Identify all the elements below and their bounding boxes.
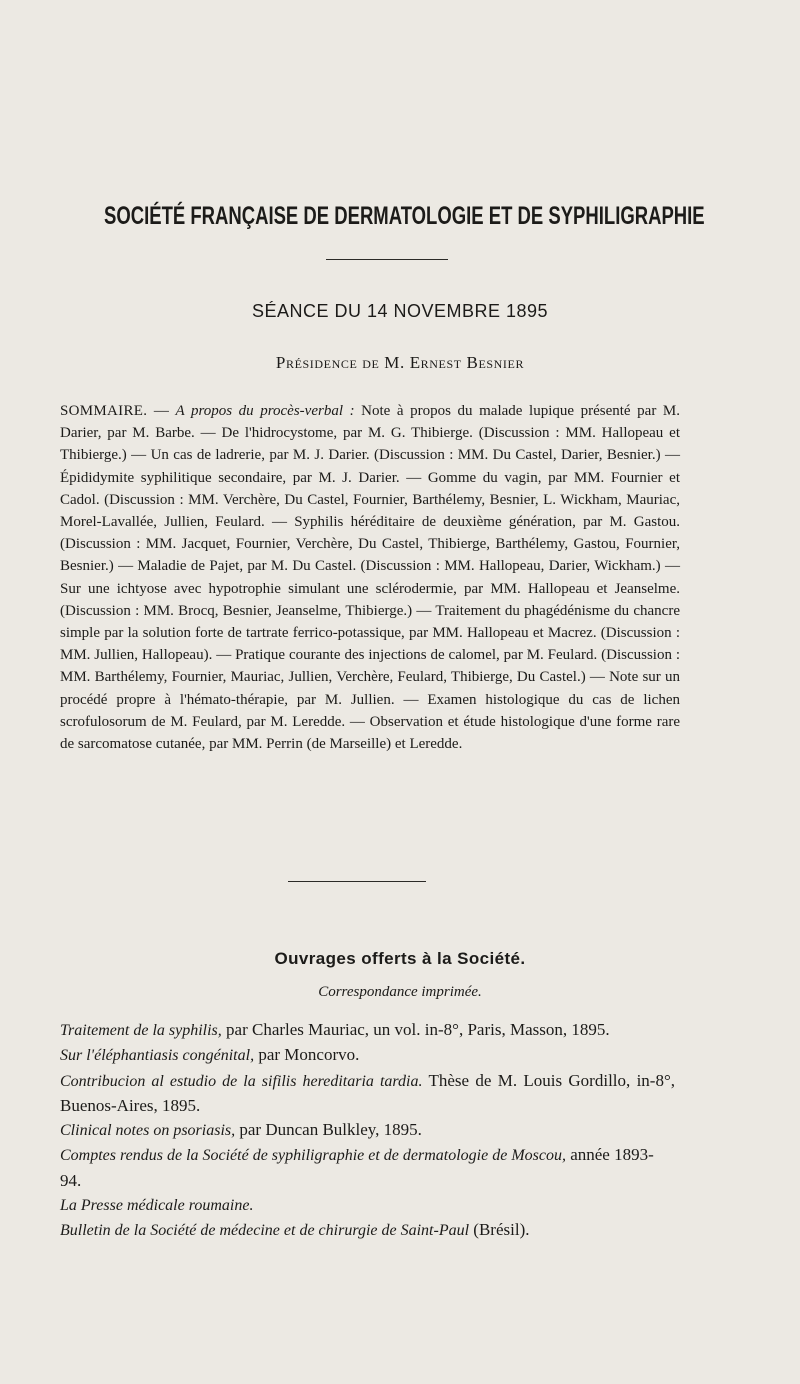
work-details: Thèse de M. Louis Gordillo, in-8°, Buenos-Aires, 1895. — [60, 1070, 675, 1115]
summary-paragraph — [60, 400, 680, 755]
work-details: année 1893-94. — [60, 1145, 654, 1190]
work-title: Traitement de la syphilis, — [60, 1022, 222, 1039]
work-title: Comptes rendus de la Société de syphiligraphie et de dermatologie de Moscou, — [60, 1147, 566, 1165]
summary-body: Note à propos du malade lupique présenté par M. Darier, par M. Barbe. — De l'hidrocystome, par M. G. Thibierge. (Discussion : MM. Hallopeau et Thibierge.) — Un cas de ladrerie, par M. J. Darier. (Discussion : MM. Du Castel, Darier, Besnier.) — Épididymite syphilitique secondaire, par M. J. Darier. — Gomme du vagin, par MM. Fournier et Cadol. (Discussion : MM. Verchère, Du Castel, Fournier, Barthélemy, Besnier, L. Wickham, Mauriac, Morel-Lavallée, Jullien, Feulard. — Syphilis héréditaire de deuxième génération, par M. Gastou. (Discussion : MM. Jacquet, Fournier, Verchère, Du Castel, Thibierge, Barthélemy, Gastou, Fournier, Besnier.) — Maladie de Pajet, par M. Du Castel. (Discussion : MM. Hallopeau, Darier, Wickham.) — Sur une ichtyose avec hypotrophie simulant une sclérodermie, par MM. Hallopeau et Jeanselme. (Discussion : MM. Brocq, Besnier, Jeanselme, Thibierge.) — Traitement du phagédénisme du chancre simple par la solution forte de tartrate ferrico-potassique, par MM. Hallopeau et Macrez. (Discussion : MM. Jullien, Hallopeau). — Pratique courante des injections de calomel, par M. Feulard. (Discussion : MM. Barthélemy, Fournier, Mauriac, Jullien, Verchère, Feulard, Thibierge, Du Castel.) — Note sur un procédé propre à l'hémato-thérapie, par M. Jullien. — Examen histologique du cas de lichen scrofulosorum de M. Feulard, par M. Leredde. — Observation et étude histologique d'une forme rare de sarcomatose cutanée, par MM. Perrin (de Marseille) et Leredde. — [60, 403, 680, 753]
work-title: Bulletin de la Société de médecine et de chirurgie de Saint-Paul — [60, 1222, 470, 1240]
work-entry — [60, 1018, 675, 1043]
society-title: SOCIÉTÉ FRANÇAISE DE DERMATOLOGIE ET DE SYPHILIGRAPHIE — [104, 202, 705, 230]
summary-label: SOMMAIRE. — [60, 403, 148, 419]
work-entry — [60, 1043, 675, 1068]
section-divider — [288, 881, 426, 882]
work-details: (Brésil). — [469, 1220, 530, 1240]
presidency-line: Présidence de M. Ernest Besnier — [275, 353, 525, 372]
work-details: par Duncan Bulkley, 1895. — [235, 1120, 422, 1140]
work-entry — [60, 1143, 675, 1193]
title-divider — [326, 259, 448, 260]
summary-italic-intro: A propos du procès-verbal : — [175, 403, 355, 419]
work-entry — [60, 1118, 675, 1143]
works-list — [60, 1018, 675, 1244]
work-title: Contribucion al estudio de la sifilis hereditaria tardia. — [60, 1072, 423, 1090]
work-entry — [60, 1218, 675, 1243]
session-heading: SÉANCE DU 14 NOVEMBRE 1895 — [251, 301, 549, 321]
work-title: La Presse médicale roumaine. — [60, 1197, 254, 1215]
work-entry — [60, 1069, 675, 1119]
summary-dash: — — [147, 403, 176, 419]
section-title: Ouvrages offerts à la Société. — [274, 949, 526, 968]
work-details: par Moncorvo. — [254, 1045, 360, 1065]
work-details: par Charles Mauriac, un vol. in-8°, Paris, Masson, 1895. — [221, 1020, 610, 1039]
work-entry — [60, 1193, 675, 1218]
work-title: Sur l'éléphantiasis congénital, — [60, 1047, 255, 1065]
section-subtitle: Correspondance imprimée. — [318, 984, 482, 1000]
work-title: Clinical notes on psoriasis, — [60, 1122, 236, 1140]
